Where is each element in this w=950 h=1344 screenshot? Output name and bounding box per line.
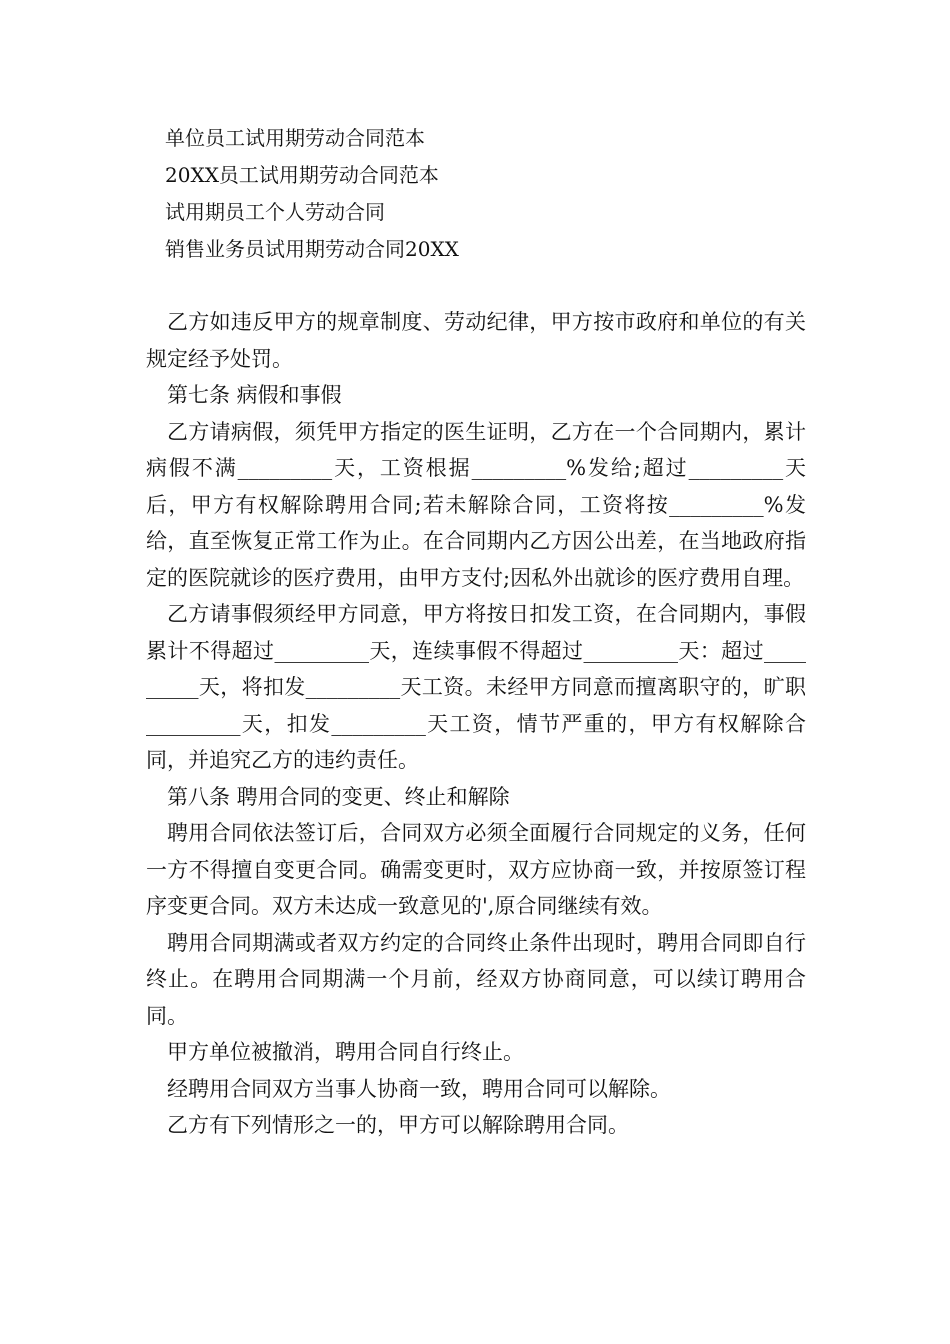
paragraph: 乙方请事假须经甲方同意，甲方将按日扣发工资，在合同期内，事假累计不得超过_________天，连续事假不得超过_________天：超过_________天，将扣发_________天工资。未经甲方同意而擅离职守的，旷职_________天，扣发_________天工资，情节严重的，甲方有权解除合同，并追究乙方的违约责任。 [146, 602, 806, 772]
paragraph: 聘用合同依法签订后，合同双方必须全面履行合同规定的义务，任何一方不得擅自变更合同。确需变更时，双方应协商一致，并按原签订程序变更合同。双方未达成一致意见的',原合同继续有效。 [146, 821, 806, 918]
paragraph: 聘用合同期满或者双方约定的合同终止条件出现时，聘用合同即自行终止。在聘用合同期满一个月前，经双方协商同意，可以续订聘用合同。 [146, 930, 806, 1028]
contract-body [146, 304, 806, 1144]
section-heading: 第七条 病假和事假 [167, 383, 342, 407]
paragraph: 乙方请病假，须凭甲方指定的医生证明，乙方在一个合同期内，累计病假不满_________天，工资根据_________%发给;超过_________天后，甲方有权解除聘用合同;若未解除合同，工资将按_________%发给，直至恢复正常工作为止。在合同期内乙方因公出差，在当地政府指定的医院就诊的医疗费用，由甲方支付;因私外出就诊的医疗费用自理。 [146, 419, 806, 590]
related-link[interactable]: 试用期员工个人劳动合同 [165, 200, 385, 224]
paragraph: 经聘用合同双方当事人协商一致，聘用合同可以解除。 [167, 1076, 671, 1101]
related-link[interactable]: 销售业务员试用期劳动合同20XX [165, 237, 459, 261]
section-heading: 第八条 聘用合同的变更、终止和解除 [167, 784, 510, 809]
related-link[interactable]: 20XX员工试用期劳动合同范本 [165, 163, 439, 187]
related-link[interactable]: 单位员工试用期劳动合同范本 [165, 126, 425, 150]
paragraph: 甲方单位被撤消，聘用合同自行终止。 [167, 1040, 524, 1064]
paragraph: 乙方如违反甲方的规章制度、劳动纪律，甲方按市政府和单位的有关规定经予处罚。 [146, 310, 806, 371]
paragraph: 乙方有下列情形之一的，甲方可以解除聘用合同。 [167, 1113, 629, 1137]
related-links-list [165, 120, 805, 268]
